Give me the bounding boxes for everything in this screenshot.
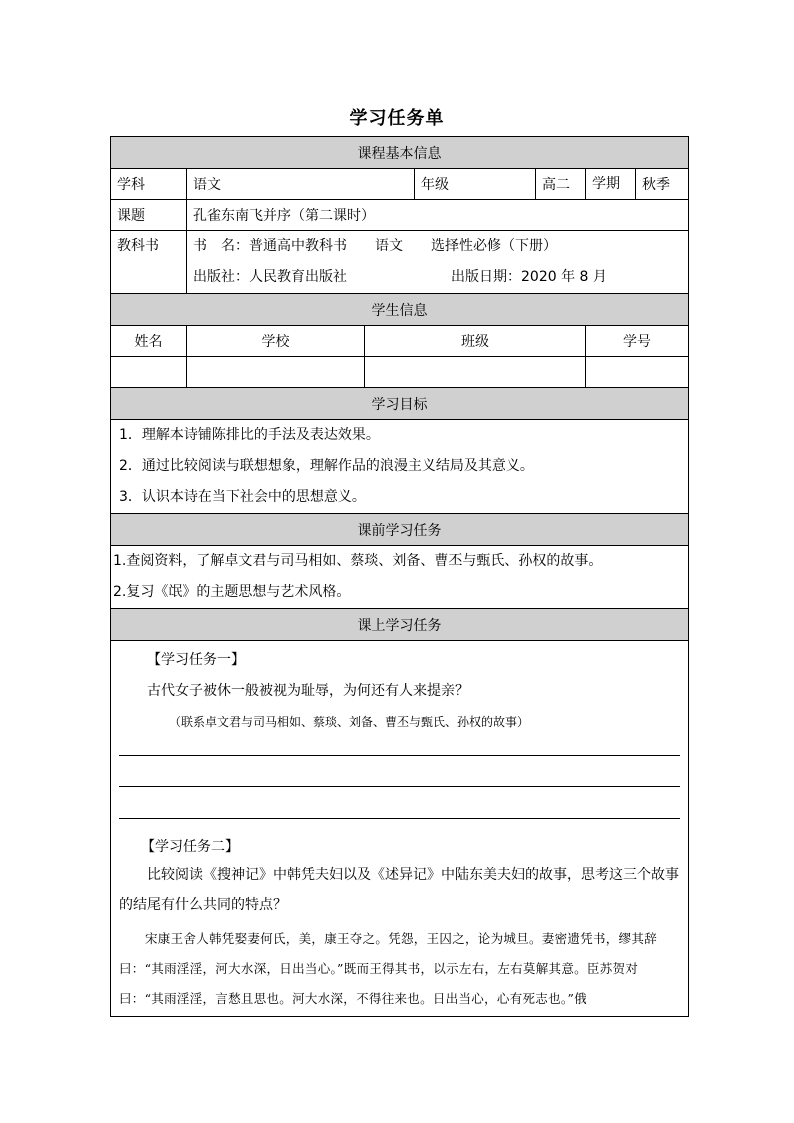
pre-task-item: 1.查阅资料，了解卓文君与司马相如、蔡琰、刘备、曹丕与甄氏、孙权的故事。: [113, 553, 603, 569]
publisher: 出版社：人民教育出版社: [193, 269, 347, 285]
student-school-header: 学校: [187, 326, 365, 357]
goal-item: 3．认识本诗在当下社会中的思想意义。: [119, 489, 366, 505]
student-school-input[interactable]: [187, 357, 365, 388]
grade-label: 年级: [415, 169, 536, 200]
topic-label: 课题: [111, 200, 187, 231]
textbook-publish-line: [193, 262, 682, 293]
course-info-header: 课程基本信息: [111, 137, 689, 169]
student-id-header: 学号: [586, 326, 689, 357]
student-id-input[interactable]: [586, 357, 689, 388]
textbook-name: 书 名：普通高中教科书 语文 选择性必修（下册）: [193, 238, 557, 254]
class-tasks-header: 课上学习任务: [111, 609, 689, 641]
pre-task-item: 2.复习《氓》的主题思想与艺术风格。: [113, 584, 351, 600]
student-info-header: 学生信息: [111, 294, 689, 326]
student-class-header: 班级: [365, 326, 586, 357]
task1-title: 【学习任务一】: [147, 652, 245, 668]
topic-row: [111, 200, 689, 231]
student-name-header: 姓名: [111, 326, 187, 357]
pre-tasks-header-row: [111, 514, 689, 546]
answer-line-2[interactable]: [119, 786, 680, 787]
task1-question: 古代女子被休一般被视为耻辱，为何还有人来提亲？: [147, 683, 469, 699]
task-sheet-table: [110, 136, 689, 1017]
goal-item: 1．理解本诗铺陈排比的手法及表达效果。: [119, 427, 380, 443]
student-class-input[interactable]: [365, 357, 586, 388]
textbook-info-cell: [187, 231, 689, 294]
student-name-input[interactable]: [111, 357, 187, 388]
textbook-label: 教科书: [117, 238, 159, 254]
class-tasks-row: [111, 641, 689, 1017]
class-tasks-header-row: [111, 609, 689, 641]
student-info-input-row: [111, 357, 689, 388]
page-title: 学习任务单: [349, 108, 445, 129]
answer-line-3[interactable]: [119, 818, 680, 819]
textbook-label-cell: [111, 231, 187, 294]
subject-value: 语文: [187, 169, 415, 200]
task2-question: 比较阅读《搜神记》中韩凭夫妇以及《述异记》中陆东美夫妇的故事，思考这三个故事的结尾有什么共同的特点？: [119, 867, 679, 913]
goal-item: 2．通过比较阅读与联想想象，理解作品的浪漫主义结局及其意义。: [119, 458, 534, 474]
task2-title: 【学习任务二】: [141, 839, 239, 855]
publish-date: 出版日期：2020 年 8 月: [451, 269, 607, 285]
subject-label: 学科: [111, 169, 187, 200]
answer-line-1[interactable]: [119, 755, 680, 756]
pre-tasks-cell: [111, 546, 689, 609]
goals-header: 学习目标: [111, 388, 689, 420]
course-info-header-row: [111, 137, 689, 169]
pre-tasks-header: 课前学习任务: [111, 514, 689, 546]
student-info-columns-row: [111, 326, 689, 357]
term-cell: [586, 169, 689, 200]
story-passage: 宋康王舍人韩凭娶妻何氏，美，康王夺之。凭怨，王囚之，论为城旦。妻密遗凭书，缪其辞曰：“其雨淫淫，河大水深，日出当心。”既而王得其书，以示左右，左右莫解其意。臣苏贺对曰：“其雨淫淫，言愁且思也。河大水深，不得往来也。日出当心，心有死志也。”俄: [119, 931, 658, 1006]
goals-row: [111, 420, 689, 514]
term-value: 秋季: [642, 177, 670, 193]
student-info-header-row: [111, 294, 689, 326]
pre-tasks-row: [111, 546, 689, 609]
goals-cell: [111, 420, 689, 514]
task1-hint: （联系卓文君与司马相如、蔡琰、刘备、曹丕与甄氏、孙权的故事）: [169, 715, 530, 729]
term-label: 学期: [586, 169, 636, 199]
grade-value: 高二: [536, 169, 586, 200]
class-tasks-cell: [111, 641, 689, 1017]
course-info-row: [111, 169, 689, 200]
textbook-row: [111, 231, 689, 294]
goals-header-row: [111, 388, 689, 420]
topic-value: 孔雀东南飞并序（第二课时）: [187, 200, 689, 231]
